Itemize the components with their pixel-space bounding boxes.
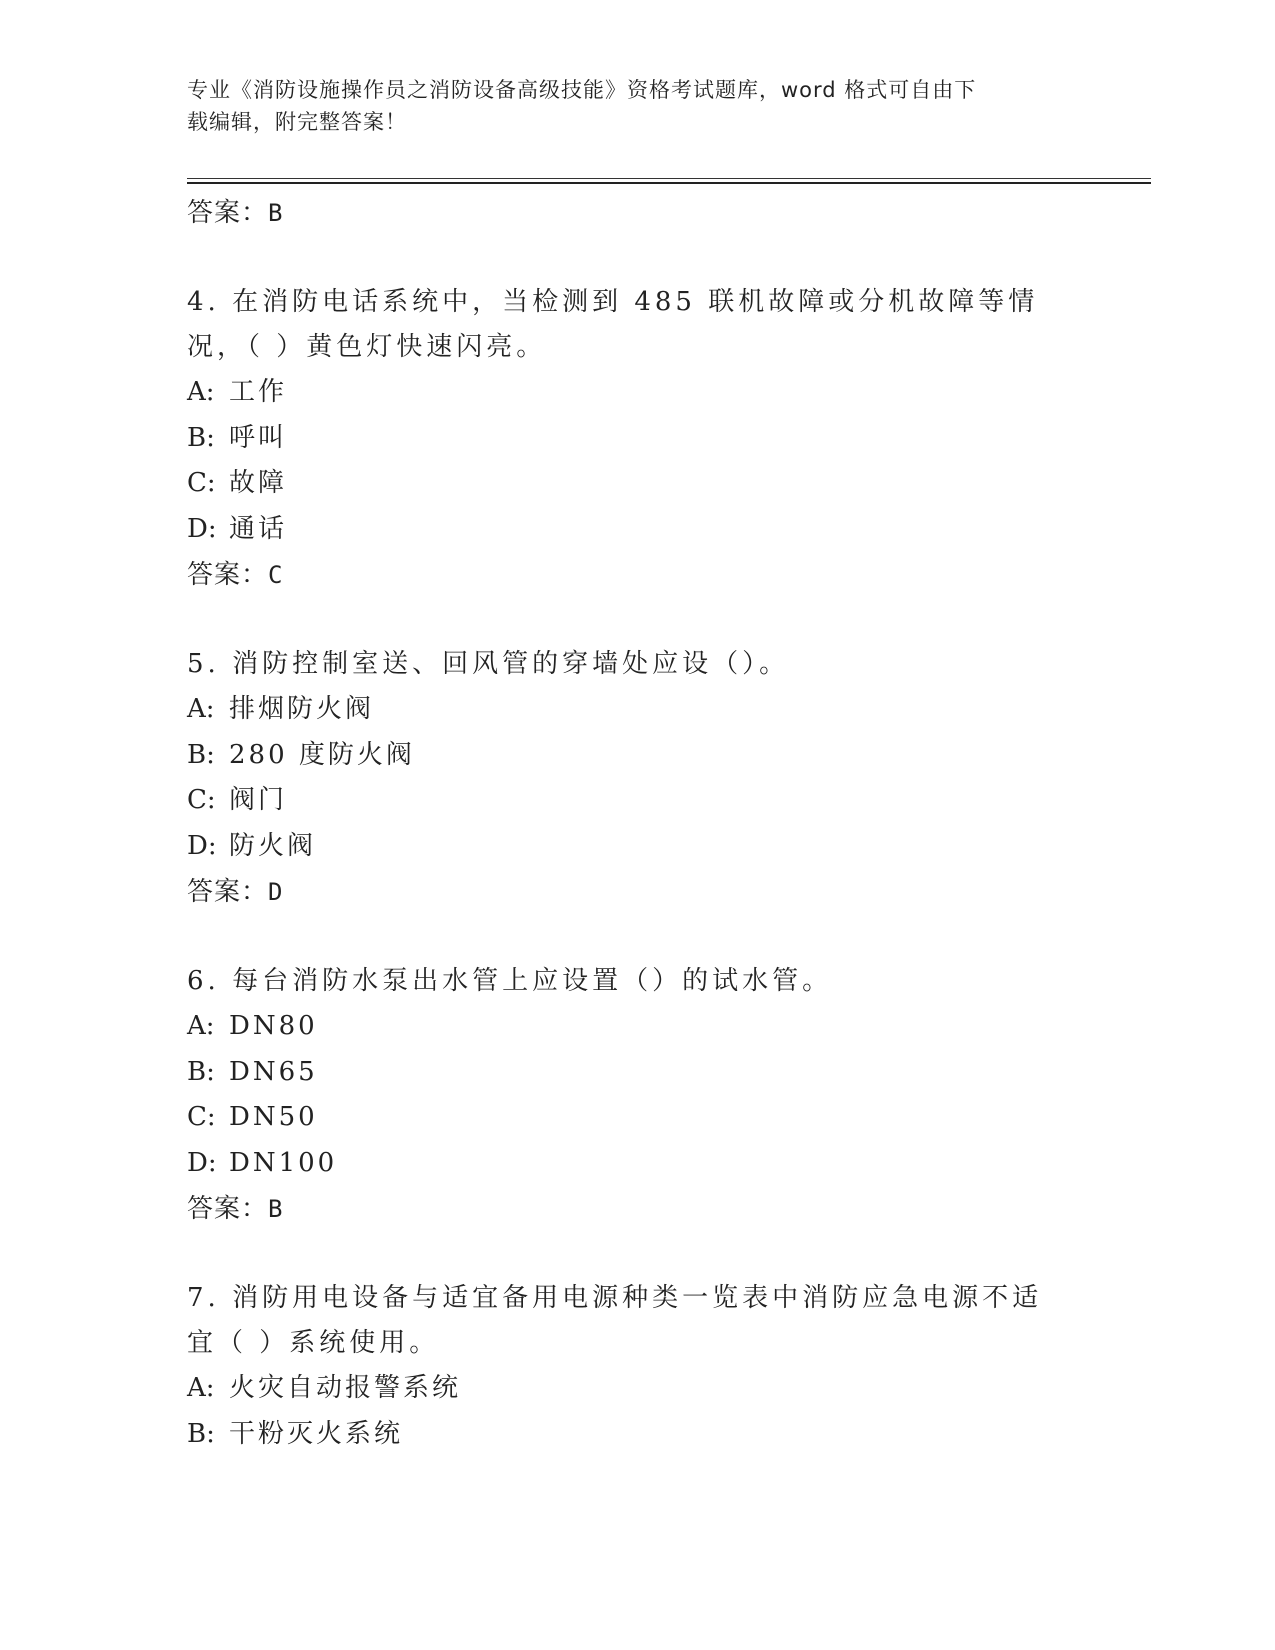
spacer bbox=[187, 236, 1087, 280]
answer-value: B bbox=[268, 199, 284, 227]
answer-label: 答案： bbox=[187, 1194, 269, 1224]
answer-line bbox=[187, 552, 1087, 598]
header-divider-thick bbox=[187, 182, 1151, 184]
option-a bbox=[187, 370, 1087, 416]
question-list bbox=[187, 190, 1087, 1457]
option-text: DN80 bbox=[229, 1011, 318, 1041]
option-text: 通话 bbox=[229, 513, 288, 544]
header-note bbox=[187, 74, 1067, 138]
option-letter: C: bbox=[187, 785, 216, 815]
option-letter: D: bbox=[187, 1147, 217, 1178]
option-a bbox=[187, 1366, 1087, 1412]
option-letter: A: bbox=[187, 1011, 215, 1041]
option-text: 故障 bbox=[229, 468, 288, 498]
option-text: 工作 bbox=[229, 377, 288, 407]
option-letter: C: bbox=[187, 1102, 216, 1132]
option-text: DN65 bbox=[229, 1056, 318, 1087]
option-text: 阀门 bbox=[229, 785, 288, 815]
option-letter: C: bbox=[187, 468, 216, 498]
option-letter: A: bbox=[187, 1373, 215, 1403]
option-text: 防火阀 bbox=[229, 830, 317, 861]
option-text: 干粉灭火系统 bbox=[229, 1418, 404, 1449]
answer-line bbox=[187, 869, 1087, 915]
answer-label: 答案： bbox=[187, 198, 269, 228]
answer-line bbox=[187, 1186, 1087, 1232]
spacer bbox=[187, 915, 1087, 959]
option-b bbox=[187, 733, 1087, 779]
option-c bbox=[187, 1095, 1087, 1141]
option-c bbox=[187, 778, 1087, 824]
answer-line bbox=[187, 190, 1087, 236]
option-b bbox=[187, 1412, 1087, 1458]
option-letter: B: bbox=[187, 422, 215, 453]
option-text: 280 度防火阀 bbox=[229, 739, 415, 770]
question-text: 6. 每台消防水泵出水管上应设置（）的试水管。 bbox=[187, 966, 833, 996]
option-d bbox=[187, 1141, 1087, 1187]
question-text: 7. 消防用电设备与适宜备用电源种类一览表中消防应急电源不适宜（ ）系统使用。 bbox=[187, 1283, 1043, 1358]
option-d bbox=[187, 824, 1087, 870]
option-text: DN50 bbox=[229, 1102, 318, 1132]
option-a bbox=[187, 1004, 1087, 1050]
option-letter: B: bbox=[187, 739, 215, 770]
header-line-2: 载编辑，附完整答案！ bbox=[187, 110, 407, 134]
option-b bbox=[187, 416, 1087, 462]
spacer bbox=[187, 1232, 1087, 1276]
option-text: 呼叫 bbox=[229, 422, 288, 453]
header-divider-thin bbox=[187, 178, 1151, 179]
option-text: 排烟防火阀 bbox=[229, 694, 375, 724]
option-a bbox=[187, 687, 1087, 733]
option-letter: A: bbox=[187, 377, 215, 407]
spacer bbox=[187, 598, 1087, 642]
answer-value: D bbox=[268, 878, 284, 906]
option-d bbox=[187, 507, 1087, 553]
option-c bbox=[187, 461, 1087, 507]
answer-value: C bbox=[268, 561, 284, 589]
option-letter: D: bbox=[187, 513, 217, 544]
answer-label: 答案： bbox=[187, 877, 269, 907]
option-letter: B: bbox=[187, 1056, 215, 1087]
question-text: 5. 消防控制室送、回风管的穿墙处应设（）。 bbox=[187, 649, 790, 679]
option-text: 火灾自动报警系统 bbox=[229, 1373, 462, 1403]
option-letter: A: bbox=[187, 694, 215, 724]
answer-value: B bbox=[268, 1195, 284, 1223]
question-text: 4. 在消防电话系统中，当检测到 485 联机故障或分机故障等情况，（ ）黄色灯快速闪亮。 bbox=[187, 287, 1039, 362]
option-letter: D: bbox=[187, 830, 217, 861]
answer-label: 答案： bbox=[187, 560, 269, 590]
option-text: DN100 bbox=[229, 1147, 338, 1178]
option-b bbox=[187, 1050, 1087, 1096]
header-line-1: 专业《消防设施操作员之消防设备高级技能》资格考试题库，word 格式可自由下 bbox=[187, 78, 977, 102]
option-letter: B: bbox=[187, 1418, 215, 1449]
